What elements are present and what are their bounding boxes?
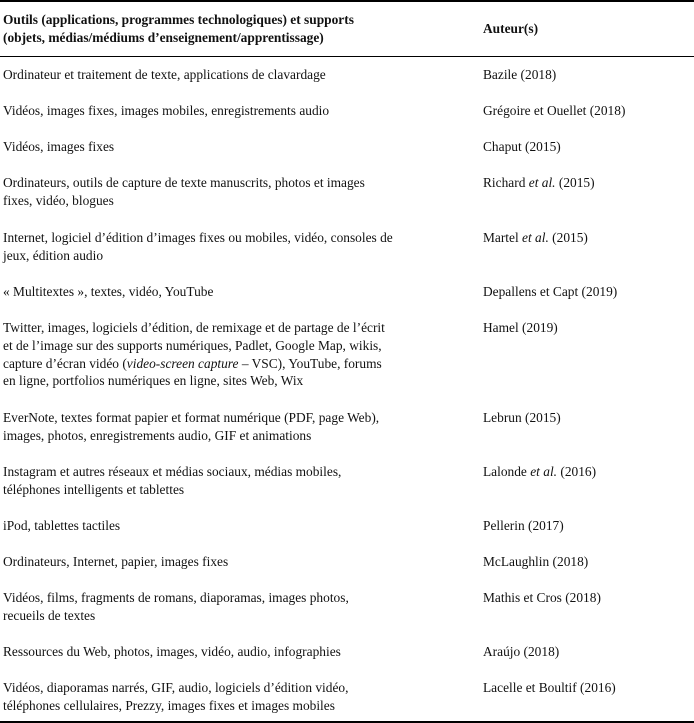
tools-line: Instagram et autres réseaux et médias sociaux, médias mobiles, [3,464,342,479]
tools-line: recueils de textes [3,607,96,623]
tools-italic-term: video-screen capture [126,355,239,371]
header-tools-line-1: Outils (applications, programmes technologiques) et supports [3,12,354,27]
header-tools [3,11,463,47]
table-row-tools [3,102,469,120]
tools-line: en ligne, portfolios numériques en ligne, sites Web, Wix [3,373,304,389]
tools-line: et de l’image sur des supports numériques, Padlet, Google Map, wikis, [3,337,382,353]
table-row-author: Chaput (2015) [483,139,561,154]
table-row-author: Bazile (2018) [483,67,557,82]
tools-line: EverNote, textes format papier et format numérique (PDF, page Web), [3,410,380,425]
table-row-tools [3,229,469,265]
header-authors: Auteur(s) [483,21,539,36]
table-row-author: Lebrun (2015) [483,410,561,425]
table-row-author [483,463,688,481]
table-row-tools [3,66,469,84]
author-et-al: et al. [522,230,549,245]
table-top-rule [0,0,694,2]
table-row-author [483,174,688,192]
table-row-tools [3,283,469,301]
table-row-tools [3,517,469,535]
table-row-author: Depallens et Capt (2019) [483,284,618,299]
author-year: (2015) [555,175,595,190]
tools-line: téléphones intelligents et tablettes [3,481,185,497]
table-row-author: Lacelle et Boultif (2016) [483,680,616,695]
tools-line [3,355,469,373]
table-row-author: Mathis et Cros (2018) [483,590,601,605]
table-row-tools [3,679,469,715]
author-name: Richard [483,175,529,190]
tools-text: capture d’écran vidéo ( [3,355,127,371]
table-row-author: Grégoire et Ouellet (2018) [483,103,626,118]
table-row-tools [3,409,469,445]
tools-line: « Multitextes », textes, vidéo, YouTube [3,284,214,299]
tools-line: jeux, édition audio [3,247,104,263]
table-row-author: Pellerin (2017) [483,518,564,533]
tools-line: fixes, vidéo, blogues [3,192,114,208]
table-bottom-rule [0,721,694,723]
tools-line: Internet, logiciel d’édition d’images fixes ou mobiles, vidéo, consoles de [3,230,393,245]
tools-line: Twitter, images, logiciels d’édition, de remixage et de partage de l’écrit [3,320,385,335]
table-row-author [483,229,688,247]
tools-text: – VSC), YouTube, forums [238,355,382,371]
author-name: Martel [483,230,523,245]
tools-line: Ordinateur et traitement de texte, applications de clavardage [3,67,326,82]
tools-line: Vidéos, images fixes [3,139,115,154]
tools-line: Vidéos, films, fragments de romans, diaporamas, images photos, [3,590,349,605]
table-row-tools [3,319,469,390]
header-rule [0,56,694,57]
tools-line: iPod, tablettes tactiles [3,518,121,533]
tools-line: Ordinateurs, Internet, papier, images fixes [3,554,229,569]
table-row-tools [3,174,469,210]
tools-line: images, photos, enregistrements audio, GIF et animations [3,427,312,443]
author-et-al: et al. [530,464,558,479]
table-row-tools [3,553,469,571]
author-name: Lalonde [483,464,531,479]
author-year: (2016) [557,464,597,479]
tools-line: Ordinateurs, outils de capture de texte manuscrits, photos et images [3,175,365,190]
table-row-tools [3,643,469,661]
author-year: (2015) [548,230,588,245]
tools-line: téléphones cellulaires, Prezzy, images fixes et images mobiles [3,697,335,713]
table-row-author: Hamel (2019) [483,320,558,335]
tools-line: Vidéos, diaporamas narrés, GIF, audio, logiciels d’édition vidéo, [3,680,349,695]
table-row-tools [3,589,469,625]
table-row-tools [3,463,469,499]
table-row-tools [3,138,469,156]
tools-line: Vidéos, images fixes, images mobiles, enregistrements audio [3,103,330,118]
author-et-al: et al. [528,175,556,190]
table-row-author: McLaughlin (2018) [483,554,589,569]
table-row-author: Araújo (2018) [483,644,560,659]
header-tools-line-2: (objets, médias/médiums d’enseignement/apprentissage) [3,29,324,45]
tools-line: Ressources du Web, photos, images, vidéo, audio, infographies [3,644,341,659]
